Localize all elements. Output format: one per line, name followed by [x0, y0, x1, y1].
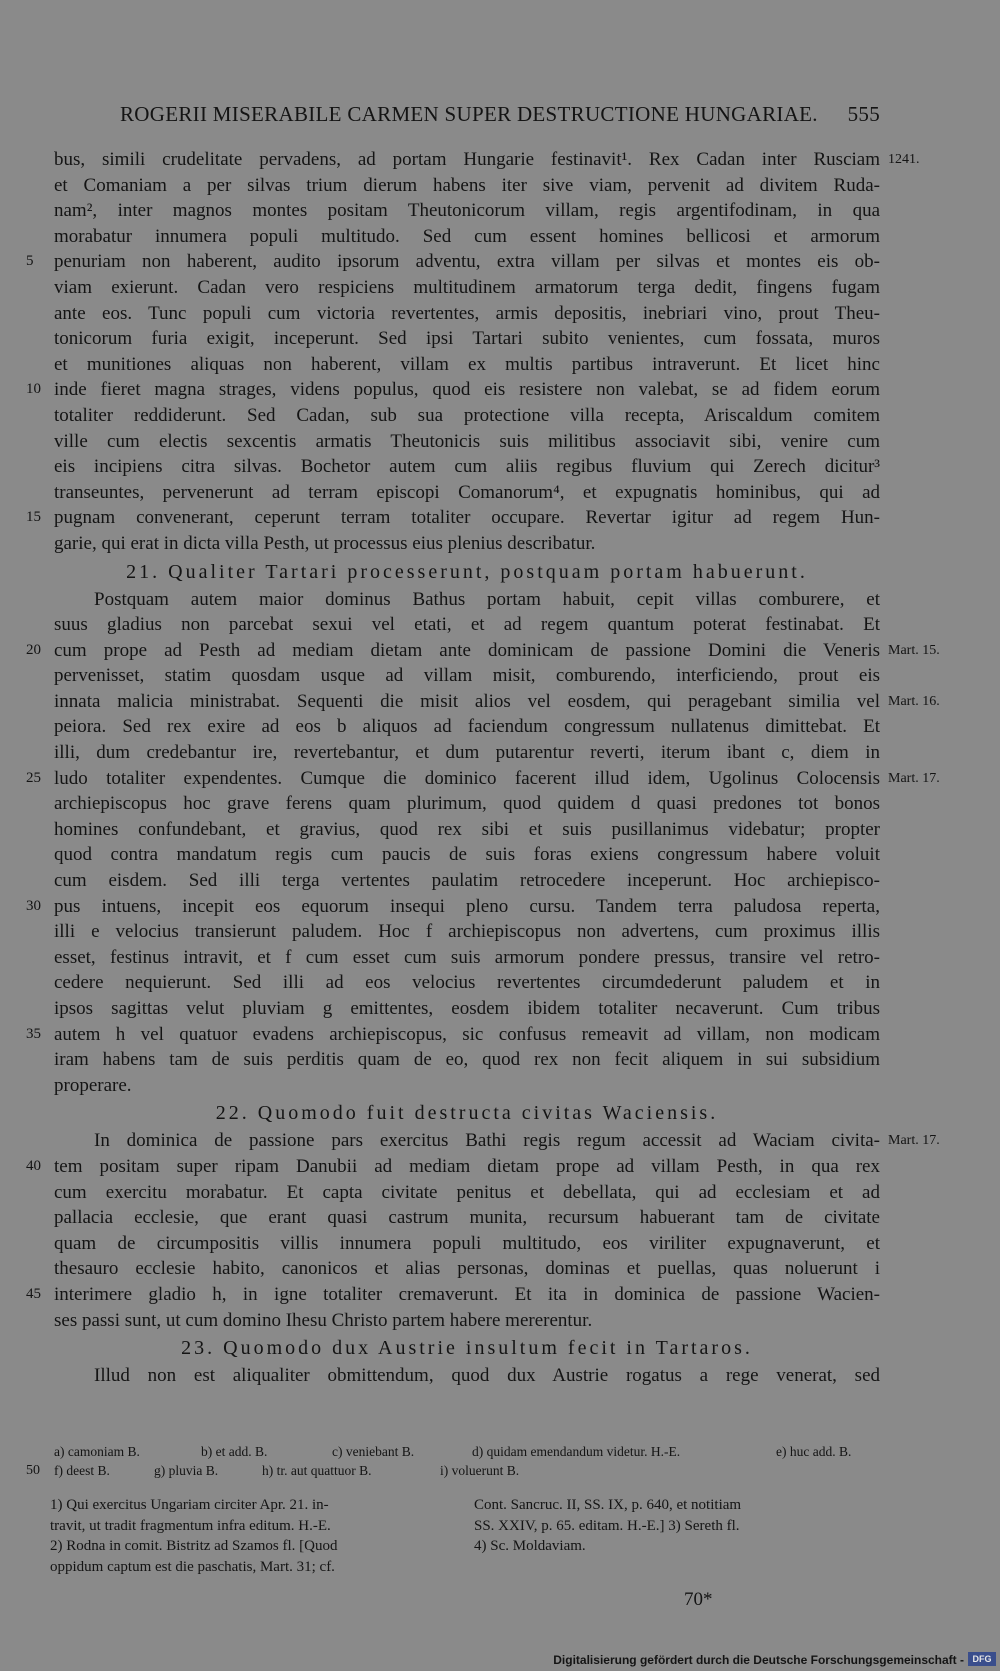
line-text: pervenisset, statim quosdam usque ad villam misit, comburendo, interficiendo, prout eis	[54, 665, 880, 687]
margin-date: Mart. 17.	[888, 770, 940, 786]
text-line	[54, 945, 880, 971]
text-line	[54, 1128, 940, 1154]
line-number: 35	[26, 1025, 41, 1042]
text-line	[54, 689, 940, 715]
line-number: 10	[26, 381, 41, 398]
page-number: 555	[847, 102, 880, 126]
text-line	[54, 275, 880, 301]
line-number: 30	[26, 897, 41, 914]
line-text: quam de circumpositis villis innumera populi multitudo, eos viriliter expugnaverunt, et	[54, 1232, 880, 1254]
line-text: homines confundebant, et gravius, quod rex sibi et suis pusillanimus videbatur; propter	[54, 818, 880, 840]
line-text: ville cum electis sexcentis armatis Theutonicis suis militibus associavit sibi, venire cum	[54, 430, 880, 452]
margin-date: 1241.	[888, 152, 920, 167]
text-line	[54, 817, 880, 843]
line-number: 40	[26, 1157, 41, 1174]
variant-note: c) veniebant B.	[332, 1444, 415, 1459]
footnote-line: oppidum captum est die paschatis, Mart. 31; cf.	[50, 1558, 335, 1575]
line-text: ludo totaliter expendentes. Cumque die dominico facerent illud idem, Ugolinus Colocensis	[54, 767, 880, 789]
footnote-line: 4) Sc. Moldaviam.	[474, 1538, 586, 1554]
text-line	[54, 1231, 880, 1257]
line-text: pus intuens, incepit eos equorum insequi pleno cursu. Tandem terra paludosa reperta,	[54, 895, 880, 917]
line-text: cum eisdem. Sed illi terga vertentes paulatim retrocedere inceperunt. Hoc archiepisco-	[54, 870, 880, 892]
line-text: illi e velocius transierunt paludem. Hoc f archiepiscopus non advertens, cum proximus illis	[54, 921, 880, 943]
line-text: eis incipiens citra silvas. Bochetor autem cum aliis regibus fluvium qui Zerech dicitur³	[54, 456, 880, 478]
text-line	[54, 663, 880, 689]
text-line	[26, 377, 880, 403]
line-text: properare.	[54, 1074, 132, 1096]
text-line	[54, 996, 880, 1022]
line-text: et Comaniam a per silvas trium dierum habens iter sive viam, pervenit ad divitem Ruda-	[54, 174, 880, 196]
variants-row	[26, 1461, 880, 1480]
line-text: autem h vel quatuor evadens archiepiscopus, sic confusus remeavit ad villam, non modicam	[54, 1023, 880, 1045]
section-heading-text: 22. Quomodo fuit destructa civitas Waciensis.	[215, 1102, 719, 1125]
text-line	[54, 301, 880, 327]
line-text: penuriam non haberent, audito ipsorum adventu, extra villam per silvas et montes eis ob-	[54, 251, 880, 273]
section-heading-text: 21. Qualiter Tartari processerunt, postquam portam habuerunt.	[126, 560, 808, 583]
variant-note: i) voluerunt B.	[440, 1463, 520, 1478]
variants-row	[54, 1442, 880, 1461]
section-heading	[54, 557, 880, 587]
line-text: peiora. Sed rex exire ad eos b aliquos ad faciendum congressum nullatenus dimittebat. Et	[54, 716, 880, 738]
line-text: transeuntes, pervenerunt ad terram episcopi Comanorum⁴, et expugnatis hominibus, qui ad	[54, 481, 880, 503]
variant-note: d) quidam emendandum videtur. H.-E.	[472, 1444, 681, 1459]
body-text	[26, 147, 940, 1389]
line-text: thesauro ecclesie habito, canonicos et alias personas, dominas et puellas, quas noluerunt i	[54, 1258, 880, 1280]
text-line	[54, 173, 880, 199]
line-text: ipsos sagittas velut pluviam g emittentes, eosdem ibidem totaliter necaverunt. Cum tribus	[54, 998, 880, 1019]
running-title: ROGERII MISERABILE CARMEN SUPER DESTRUCTIONE HUNGARIAE.	[120, 102, 818, 126]
margin-date: Mart. 16.	[888, 693, 940, 709]
text-line	[54, 224, 880, 250]
text-line	[54, 1073, 880, 1099]
line-number: 15	[26, 509, 41, 526]
line-text: cum exercitu morabatur. Et capta civitate penitus et debellata, qui ad ecclesiam et ad	[54, 1181, 880, 1203]
line-text: In dominica de passione pars exercitus Bathi regis regum accessit ad Waciam civita-	[94, 1130, 880, 1152]
text-line	[26, 1154, 880, 1180]
line-text: ses passi sunt, ut cum domino Ihesu Christo partem habere mererentur.	[54, 1309, 593, 1331]
text-line	[54, 352, 880, 378]
text-line	[54, 714, 880, 740]
margin-date: Mart. 17.	[888, 1133, 940, 1149]
variant-note: b) et add. B.	[201, 1444, 268, 1459]
text-line	[54, 1308, 880, 1334]
line-number: 25	[26, 769, 41, 786]
line-text: et munitiones aliquas non haberent, villam ex multis partibus intraverunt. Et licet hinc	[54, 353, 880, 375]
line-text: pallacia ecclesie, que erant quasi castrum munita, recursum habuerant tam de civitate	[54, 1207, 880, 1229]
line-text: cedere nequierunt. Sed illi ad eos velocius revertentes circumdederunt paludem et in	[54, 972, 880, 994]
line-text: ante eos. Tunc populi cum victoria revertentes, armis depositis, inebriari vino, prout Theu-	[54, 302, 880, 324]
text-line	[54, 970, 880, 996]
line-number: 50	[26, 1463, 40, 1478]
text-line	[54, 1180, 880, 1206]
section-heading	[54, 1098, 880, 1128]
text-line	[54, 480, 880, 506]
text-line	[54, 198, 880, 224]
text-line	[54, 1256, 880, 1282]
text-line	[54, 1363, 880, 1389]
line-text: viam exierunt. Cadan vero respiciens multitudinem armatorum terga dedit, fingens fugam	[54, 276, 880, 298]
variant-note: a) camoniam B.	[54, 1444, 140, 1459]
line-text: tonicorum furia exigit, inceperunt. Sed ipsi Tartari subito venientes, cum fossata, muros	[54, 328, 880, 350]
signature-mark: 70*	[684, 1589, 713, 1610]
variant-note: h) tr. aut quattuor B.	[262, 1463, 372, 1478]
line-text: illi, dum credebantur ire, revertebantur, et dum putarentur reverti, iterum ibant c, diem in	[54, 742, 880, 764]
text-line	[26, 766, 940, 792]
text-line	[26, 249, 880, 275]
text-line	[54, 454, 880, 480]
text-line	[26, 894, 880, 920]
line-text: garie, qui erat in dicta villa Pesth, ut processus eius plenius describatur.	[54, 532, 596, 554]
text-line	[54, 1205, 880, 1231]
section-heading	[54, 1333, 880, 1363]
text-line	[54, 791, 880, 817]
text-line	[54, 147, 920, 173]
footnote-line: 1) Qui exercitus Ungariam circiter Apr. 21. in-	[50, 1497, 329, 1513]
line-text: Postquam autem maior dominus Bathus portam habuit, cepit villas comburere, et	[94, 588, 880, 610]
line-text: esset, festinus intravit, et f cum esset cum suis armorum pondere pressus, transire vel retro-	[54, 946, 880, 968]
variant-note: e) huc add. B.	[776, 1444, 852, 1459]
footnotes-column-left	[50, 1495, 337, 1577]
footnote-line: SS. XXIV, p. 65. editam. H.-E.] 3) Sereth fl.	[474, 1517, 740, 1534]
line-text: bus, simili crudelitate pervadens, ad portam Hungarie festinavit¹. Rex Cadan inter Rusciam	[54, 149, 880, 170]
text-line	[54, 403, 880, 429]
text-line	[54, 612, 880, 638]
line-text: inde fieret magna strages, videns populus, quod eis resistere non valebat, se ad fidem eorum	[54, 379, 880, 401]
line-text: cum prope ad Pesth ad mediam dietam ante dominicam de passione Domini die Veneris	[54, 639, 880, 661]
margin-date: Mart. 15.	[888, 642, 940, 658]
text-line	[54, 531, 880, 557]
line-text: iram habens tam de suis perditis quam de eo, quod rex non fecit aliquem in sui subsidium	[54, 1049, 880, 1071]
funding-notice: Digitalisierung gefördert durch die Deutsche Forschungsgemeinschaft -	[553, 1653, 964, 1667]
text-line	[26, 1282, 880, 1308]
line-text: quod contra mandatum regis cum paucis de suis foras exiens congressum habere voluit	[54, 844, 880, 866]
text-line	[54, 1047, 880, 1073]
text-line	[26, 1022, 880, 1048]
variant-note: f) deest B.	[54, 1463, 110, 1478]
line-text: suus gladius non parcebat sexui vel etati, et ad regem quantum poterat festinabat. Et	[54, 614, 880, 636]
text-line	[26, 638, 940, 664]
text-line	[54, 868, 880, 894]
line-number: 5	[26, 253, 34, 270]
line-text: Illud non est aliqualiter obmittendum, quod dux Austrie rogatus a rege venerat, sed	[94, 1365, 880, 1387]
line-text: tem positam super ripam Danubii ad mediam dietam prope ad villam Pesth, in qua rex	[54, 1155, 880, 1177]
footnotes-column-right	[474, 1495, 741, 1557]
line-text: totaliter reddiderunt. Sed Cadan, sub sua protectione villa recepta, Ariscaldum comitem	[54, 404, 880, 426]
footnote-line: Cont. Sancruc. II, SS. IX, p. 640, et notitiam	[474, 1497, 742, 1513]
line-text: morabatur innumera populi multitudo. Sed cum essent homines bellicosi et armorum	[54, 225, 880, 247]
line-text: nam², inter magnos montes positam Theutonicorum villam, regis argentifodinam, in qua	[54, 200, 880, 222]
line-text: innata malicia ministrabat. Sequenti die misit alios vel eosdem, qui peragebant similia vel	[54, 690, 880, 712]
line-text: archiepiscopus hoc grave ferens quam plurimum, quod quidem d quasi predones tot bonos	[54, 793, 880, 815]
text-line	[54, 326, 880, 352]
line-number: 45	[26, 1285, 41, 1302]
text-line	[54, 587, 880, 613]
text-line	[54, 429, 880, 455]
footnote-line: travit, ut tradit fragmentum infra editum. H.-E.	[50, 1517, 331, 1534]
line-text: interimere gladio h, in igne totaliter cremaverunt. Et ita in dominica de passione Wacien-	[54, 1283, 880, 1305]
section-heading-text: 23. Quomodo dux Austrie insultum fecit in Tartaros.	[181, 1337, 753, 1360]
text-line	[54, 919, 880, 945]
line-text: pugnam convenerant, ceperunt terram totaliter occupare. Revertar igitur ad regem Hun-	[54, 507, 880, 529]
dfg-logo-icon: DFG	[968, 1652, 996, 1666]
text-line	[54, 740, 880, 766]
text-line	[26, 505, 880, 531]
text-line	[54, 842, 880, 868]
variant-note: g) pluvia B.	[154, 1463, 219, 1478]
line-number: 20	[26, 641, 41, 658]
footnote-line: 2) Rodna in comit. Bistritz ad Szamos fl. [Quod	[50, 1538, 338, 1554]
textual-variants	[26, 1442, 880, 1480]
